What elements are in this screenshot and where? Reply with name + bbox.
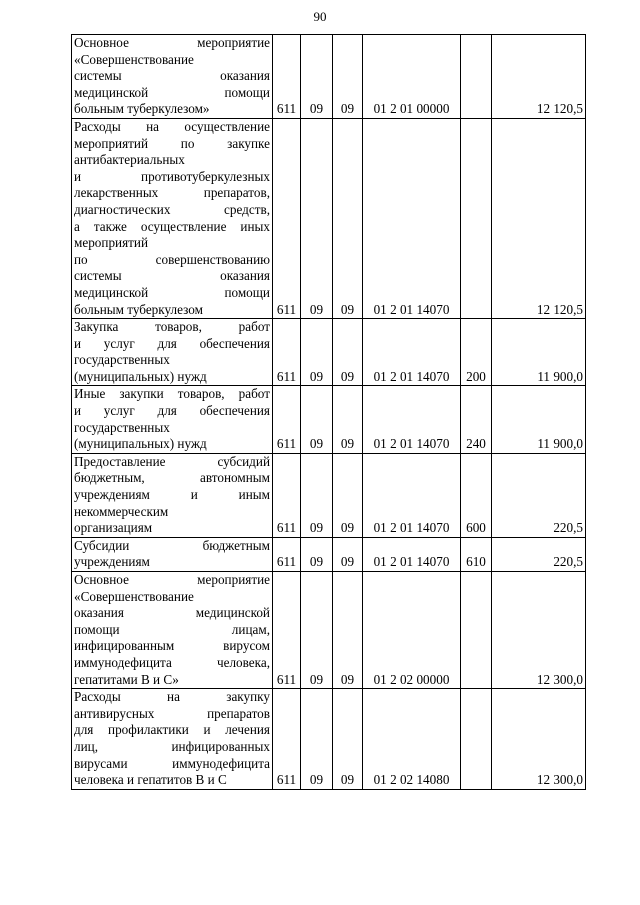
- expense-name-cell: [72, 118, 273, 318]
- subsection-code-cell: 09: [333, 537, 363, 571]
- expense-name-line: гепатитами В и С»: [74, 671, 179, 687]
- section-code-cell: 09: [301, 572, 333, 689]
- table-row: [72, 118, 586, 318]
- subsection-code-cell: 09: [333, 118, 363, 318]
- ministry-code-cell: 611: [273, 35, 301, 119]
- budget-table-body: [72, 35, 586, 790]
- expense-name-line: и услуг для обеспечения: [74, 403, 270, 419]
- amount-cell: 220,5: [492, 537, 586, 571]
- target-article-cell: 01 2 02 00000: [363, 572, 461, 689]
- subsection-code-cell: 09: [333, 386, 363, 453]
- expense-name-line: системы оказания: [74, 68, 270, 84]
- expense-type-cell: 200: [461, 319, 492, 386]
- table-row: [72, 386, 586, 453]
- expense-name-line: иммунодефицита человека,: [74, 654, 270, 670]
- table-row: [72, 453, 586, 537]
- expense-name-line: учреждениям: [74, 554, 150, 570]
- subsection-code-cell: 09: [333, 35, 363, 119]
- expense-name-line: Субсидии бюджетным: [74, 537, 270, 553]
- expense-name-line: «Совершенствование: [74, 51, 194, 67]
- expense-name-line: больным туберкулезом: [74, 301, 203, 317]
- expense-name-line: государственных: [74, 419, 170, 435]
- expense-name-cell: [72, 35, 273, 119]
- amount-cell: 12 120,5: [492, 118, 586, 318]
- amount-cell: 11 900,0: [492, 386, 586, 453]
- expense-type-cell: 600: [461, 453, 492, 537]
- expense-name-line: Расходы на осуществление: [74, 118, 270, 134]
- expense-name-line: Закупка товаров, работ: [74, 319, 270, 335]
- expense-name-line: по совершенствованию: [74, 251, 270, 267]
- expense-name-line: диагностических средств,: [74, 201, 270, 217]
- expense-type-cell: [461, 118, 492, 318]
- expense-name-line: Предоставление субсидий: [74, 453, 270, 469]
- expense-name-line: инфицированным вирусом: [74, 638, 270, 654]
- amount-cell: 12 120,5: [492, 35, 586, 119]
- expense-name-line: мероприятий по закупке: [74, 135, 270, 151]
- amount-cell: 12 300,0: [492, 689, 586, 790]
- expense-name-line: учреждениям и иным: [74, 487, 270, 503]
- expense-name-line: и противотуберкулезных: [74, 168, 270, 184]
- table-row: [72, 319, 586, 386]
- expense-name-line: помощи лицам,: [74, 621, 270, 637]
- expense-name-line: мероприятий: [74, 235, 149, 251]
- expense-name-cell: [72, 537, 273, 571]
- expense-name-cell: [72, 689, 273, 790]
- target-article-cell: 01 2 01 14070: [363, 319, 461, 386]
- expense-name-line: лекарственных препаратов,: [74, 185, 270, 201]
- section-code-cell: 09: [301, 118, 333, 318]
- section-code-cell: 09: [301, 319, 333, 386]
- ministry-code-cell: 611: [273, 689, 301, 790]
- expense-name-cell: [72, 386, 273, 453]
- expense-name-line: государственных: [74, 352, 170, 368]
- expense-name-line: Основное мероприятие: [74, 572, 270, 587]
- ministry-code-cell: 611: [273, 319, 301, 386]
- expense-type-cell: [461, 689, 492, 790]
- expense-name-cell: [72, 453, 273, 537]
- expense-name-line: антибактериальных: [74, 152, 185, 168]
- ministry-code-cell: 611: [273, 572, 301, 689]
- expense-name-line: оказания медицинской: [74, 605, 270, 621]
- section-code-cell: 09: [301, 453, 333, 537]
- target-article-cell: 01 2 02 14080: [363, 689, 461, 790]
- subsection-code-cell: 09: [333, 572, 363, 689]
- expense-name-line: медицинской помощи: [74, 284, 270, 300]
- table-row: [72, 537, 586, 571]
- expense-name-line: (муниципальных) нужд: [74, 368, 207, 384]
- section-code-cell: 09: [301, 689, 333, 790]
- target-article-cell: 01 2 01 00000: [363, 35, 461, 119]
- amount-cell: 11 900,0: [492, 319, 586, 386]
- expense-type-cell: [461, 572, 492, 689]
- amount-cell: 12 300,0: [492, 572, 586, 689]
- expense-name-line: Иные закупки товаров, работ: [74, 386, 270, 402]
- table-row: [72, 35, 586, 119]
- expense-type-cell: 610: [461, 537, 492, 571]
- expense-name-line: а также осуществление иных: [74, 218, 270, 234]
- page-number: 90: [313, 9, 327, 24]
- budget-table: [71, 34, 586, 790]
- expense-name-line: и услуг для обеспечения: [74, 335, 270, 351]
- section-code-cell: 09: [301, 35, 333, 119]
- subsection-code-cell: 09: [333, 453, 363, 537]
- expense-name-line: лиц, инфицированных: [74, 738, 270, 754]
- expense-name-line: Основное мероприятие: [74, 35, 270, 50]
- subsection-code-cell: 09: [333, 319, 363, 386]
- expense-name-line: человека и гепатитов В и С: [74, 772, 227, 788]
- table-row: [72, 689, 586, 790]
- ministry-code-cell: 611: [273, 537, 301, 571]
- ministry-code-cell: 611: [273, 453, 301, 537]
- expense-name-cell: [72, 319, 273, 386]
- expense-name-line: больным туберкулезом»: [74, 101, 210, 117]
- amount-cell: 220,5: [492, 453, 586, 537]
- expense-name-line: организациям: [74, 520, 153, 536]
- table-row: [72, 572, 586, 689]
- expense-name-line: вирусами иммунодефицита: [74, 755, 270, 771]
- ministry-code-cell: 611: [273, 118, 301, 318]
- target-article-cell: 01 2 01 14070: [363, 453, 461, 537]
- expense-name-line: медицинской помощи: [74, 84, 270, 100]
- expense-type-cell: 240: [461, 386, 492, 453]
- target-article-cell: 01 2 01 14070: [363, 386, 461, 453]
- section-code-cell: 09: [301, 537, 333, 571]
- expense-name-line: «Совершенствование: [74, 588, 194, 604]
- subsection-code-cell: 09: [333, 689, 363, 790]
- expense-name-cell: [72, 572, 273, 689]
- expense-name-line: бюджетным, автономным: [74, 470, 270, 486]
- target-article-cell: 01 2 01 14070: [363, 118, 461, 318]
- expense-name-line: антивирусных препаратов: [74, 705, 270, 721]
- expense-name-line: для профилактики и лечения: [74, 722, 270, 738]
- expense-type-cell: [461, 35, 492, 119]
- expense-name-line: Расходы на закупку: [74, 689, 270, 705]
- target-article-cell: 01 2 01 14070: [363, 537, 461, 571]
- expense-name-line: системы оказания: [74, 268, 270, 284]
- expense-name-line: (муниципальных) нужд: [74, 436, 207, 452]
- section-code-cell: 09: [301, 386, 333, 453]
- expense-name-line: некоммерческим: [74, 503, 169, 519]
- ministry-code-cell: 611: [273, 386, 301, 453]
